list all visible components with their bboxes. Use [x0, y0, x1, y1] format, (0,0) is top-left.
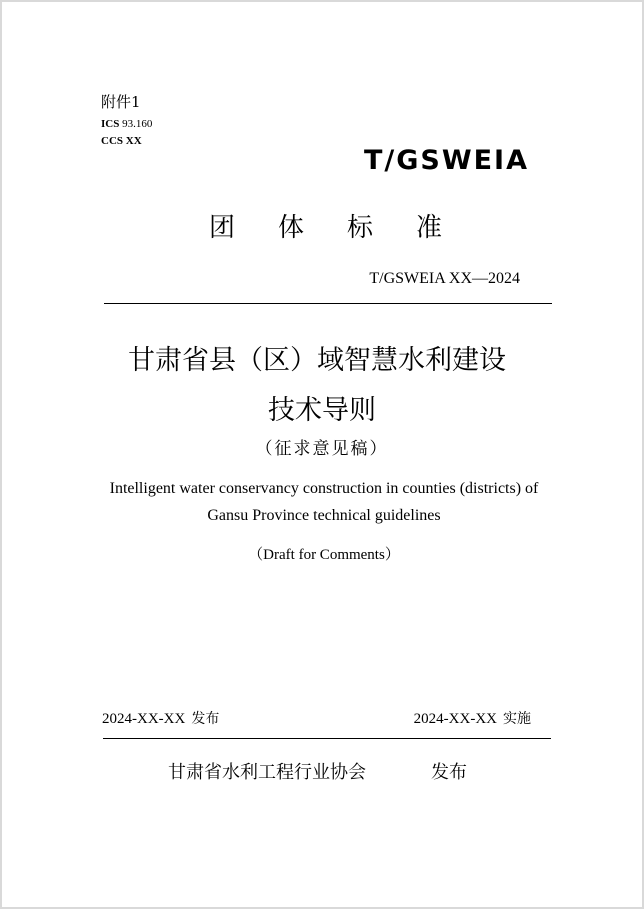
title-english-line1: Intelligent water conservancy construction in counties (districts) of	[109, 480, 539, 497]
title-chinese-line1: 甘肃省县（区）域智慧水利建设	[128, 345, 506, 376]
title-chinese-line2: 技术导则	[268, 395, 376, 426]
title-status-chinese: （征求意见稿）	[255, 439, 389, 459]
bottom-divider	[103, 738, 551, 739]
standard-code: T/GSWEIA	[363, 145, 529, 176]
release-date-value: 2024-XX-XX	[102, 711, 186, 727]
publish-label: 发布	[431, 762, 467, 783]
ccs-code: CCS XX	[101, 135, 142, 147]
standard-type-heading: 团体标准	[208, 213, 485, 243]
attachment-label: 附件1	[101, 93, 141, 111]
standard-number: T/GSWEIA XX—2024	[369, 270, 520, 287]
publisher-name: 甘肃省水利工程行业协会	[168, 762, 366, 783]
effective-date	[414, 708, 531, 728]
effective-date-label: 实施	[503, 711, 531, 727]
release-date	[102, 708, 219, 728]
ics-value: 93.160	[122, 118, 153, 130]
title-english-line2: Gansu Province technical guidelines	[207, 507, 441, 524]
ics-code	[101, 118, 152, 130]
ics-label: ICS	[101, 118, 120, 130]
top-divider	[104, 303, 552, 304]
title-status-english: （Draft for Comments）	[248, 547, 400, 563]
effective-date-value: 2024-XX-XX	[413, 711, 497, 727]
release-date-label: 发布	[191, 711, 220, 727]
